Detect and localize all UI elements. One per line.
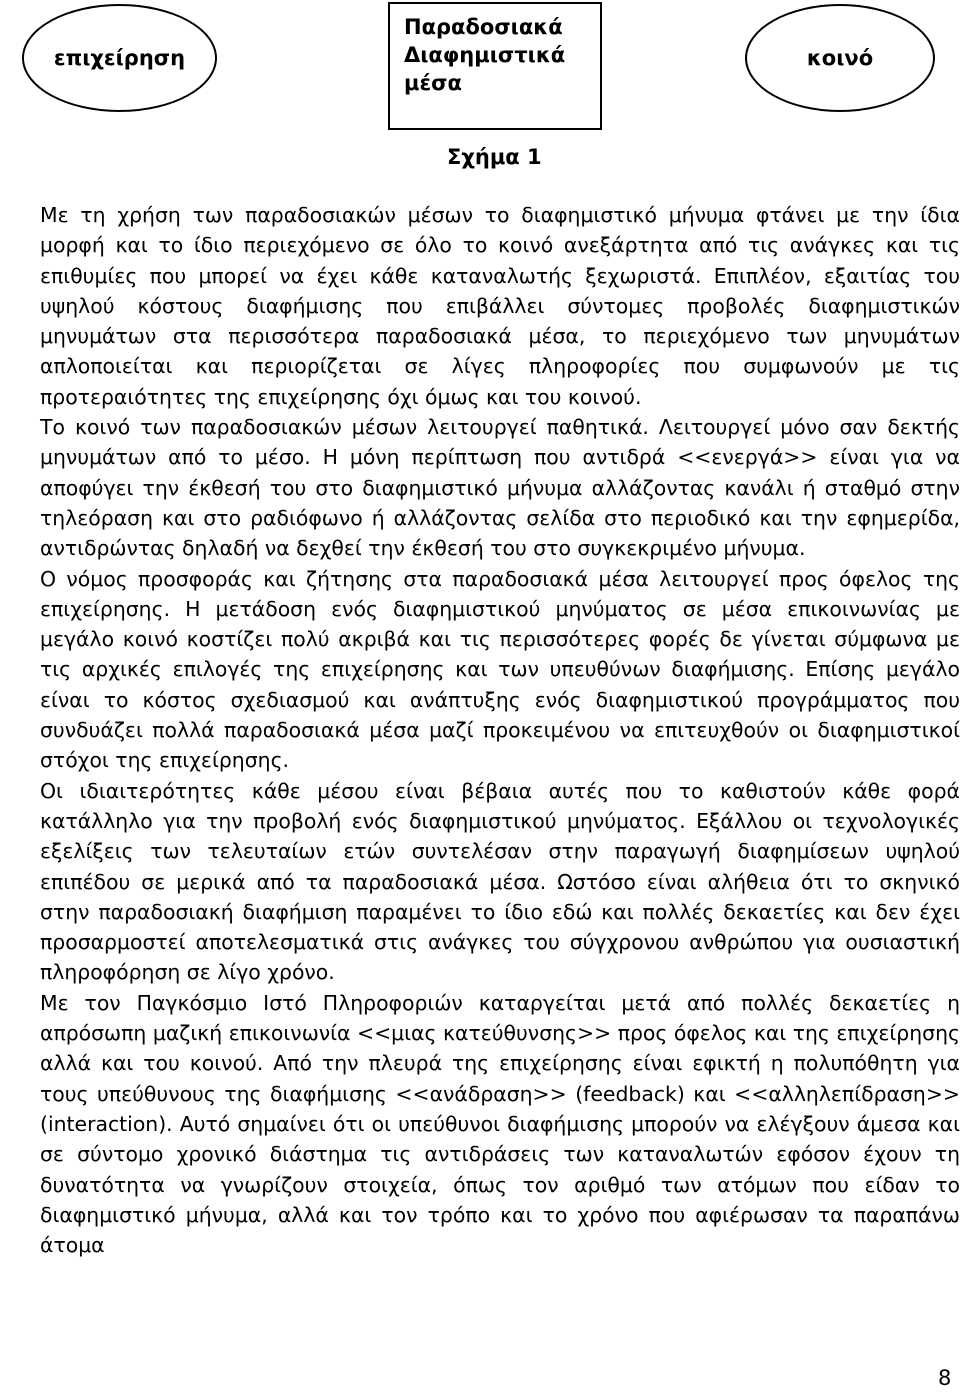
business-node-label: επιχείρηση [53, 46, 186, 70]
business-node [22, 4, 217, 112]
traditional-media-label: Παραδοσιακά Διαφημιστικά μέσα [404, 15, 566, 95]
traditional-media-box [388, 2, 602, 130]
page-number: 8 [938, 1366, 952, 1390]
figure-caption: Σχήμα 1 [447, 145, 542, 169]
paragraph: Το κοινό των παραδοσιακών μέσων λειτουργεί παθητικά. Λειτουργεί μόνο σαν δεκτής μηνυμάτων από το μέσο. Η μόνη περίπτωση που αντιδρά <<ενεργά>> είναι για να αποφύγει την έκθεσή του στο διαφημιστικό μήνυμα αλλάζοντας κανάλι ή σταθμό στην τηλεόραση και στο ραδιόφωνο ή αλλάζοντας σελίδα στο περιοδικό και την εφημερίδα, αντιδρώντας δηλαδή να δεχθεί την έκθεσή του στο συγκεκριμένο μήνυμα. [40, 415, 960, 561]
paragraph: Ο νόμος προσφοράς και ζήτησης στα παραδοσιακά μέσα λειτουργεί προς όφελος της επιχείρησης. Η μετάδοση ενός διαφημιστικού μηνύματος σε μέσα επικοινωνίας με μεγάλο κοινό κοστίζει πολύ ακριβά και τις περισσότερες φορές δε γίνεται σύμφωνα με τις αρχικές επιλογές της επιχείρησης και των υπευθύνων διαφήμισης. Επίσης μεγάλο είναι το κόστος σχεδιασμού και ανάπτυξης ενός διαφημιστικού προγράμματος που συνδυάζει πολλά παραδοσιακά μέσα μαζί προκειμένου να επιτευχθούν οι διαφημιστικοί στόχοι της επιχείρησης. [40, 566, 960, 773]
figure-diagram [0, 0, 960, 169]
audience-node-label: κοινό [806, 46, 874, 70]
audience-node [745, 4, 935, 112]
paragraph: Με τη χρήση των παραδοσιακών μέσων το διαφημιστικό μήνυμα φτάνει με την ίδια μορφή και το ίδιο περιεχόμενο σε όλο το κοινό ανεξάρτητα από τις ανάγκες και τις επιθυμίες που μπορεί να έχει κάθε καταναλωτής ξεχωριστά. Επιπλέον, εξαιτίας του υψηλού κόστους διαφήμισης που επιβάλλει σύντομες προβολές διαφημιστικών μηνυμάτων στα περισσότερα παραδοσιακά μέσα, το περιεχόμενο των μηνυμάτων απλοποιείται και περιορίζεται σε λίγες πληροφορίες που συμφωνούν με τις προτεραιότητες της επιχείρησης όχι όμως και του κοινού. [40, 203, 960, 409]
paragraph: Οι ιδιαιτερότητες κάθε μέσου είναι βέβαια αυτές που το καθιστούν κάθε φορά κατάλληλο για την προβολή ενός διαφημιστικού μηνύματος. Εξάλλου οι τεχνολογικές εξελίξεις των τελευταίων ετών συντελέσαν στην παραγωγή διαφημίσεων υψηλού επιπέδου σε μερικά από τα παραδοσιακά μέσα. Ωστόσο είναι αλήθεια ότι το σκηνικό στην παραδοσιακή διαφήμιση παραμένει το ίδιο εδώ και πολλές δεκαετίες και δεν έχει προσαρμοστεί αποτελεσματικά στις ανάγκες του σύγχρονου ανθρώπου για ουσιαστική πληροφόρηση σε λίγο χρόνο. [40, 778, 960, 985]
paragraph: Με τον Παγκόσμιο Ιστό Πληροφοριών καταργείται μετά από πολλές δεκαετίες η απρόσωπη μαζική επικοινωνία <<μιας κατεύθυνσης>> προς όφελος και της επιχείρησης αλλά και του κοινού. Από την πλευρά της επιχείρησης είναι εφικτή η πολυπόθητη για τους υπεύθυνους της διαφήμισης <<ανάδραση>> (feedback) και <<αλληλεπίδραση>> (interaction). Αυτό σημαίνει ότι οι υπεύθυνοι διαφήμισης μπορούν να ελέγξουν άμεσα και σε σύντομο χρονικό διάστημα τις αντιδράσεις των καταναλωτών εφόσον έχουν τη δυνατότητα να γνωρίζουν στοιχεία, όπως τον αριθμό των ατόμων που είδαν το διαφημιστικό μήνυμα, αλλά και τον τρόπο και το χρόνο που αφιέρωσαν τα παραπάνω άτομα [40, 990, 960, 1258]
body-text [40, 200, 960, 1260]
